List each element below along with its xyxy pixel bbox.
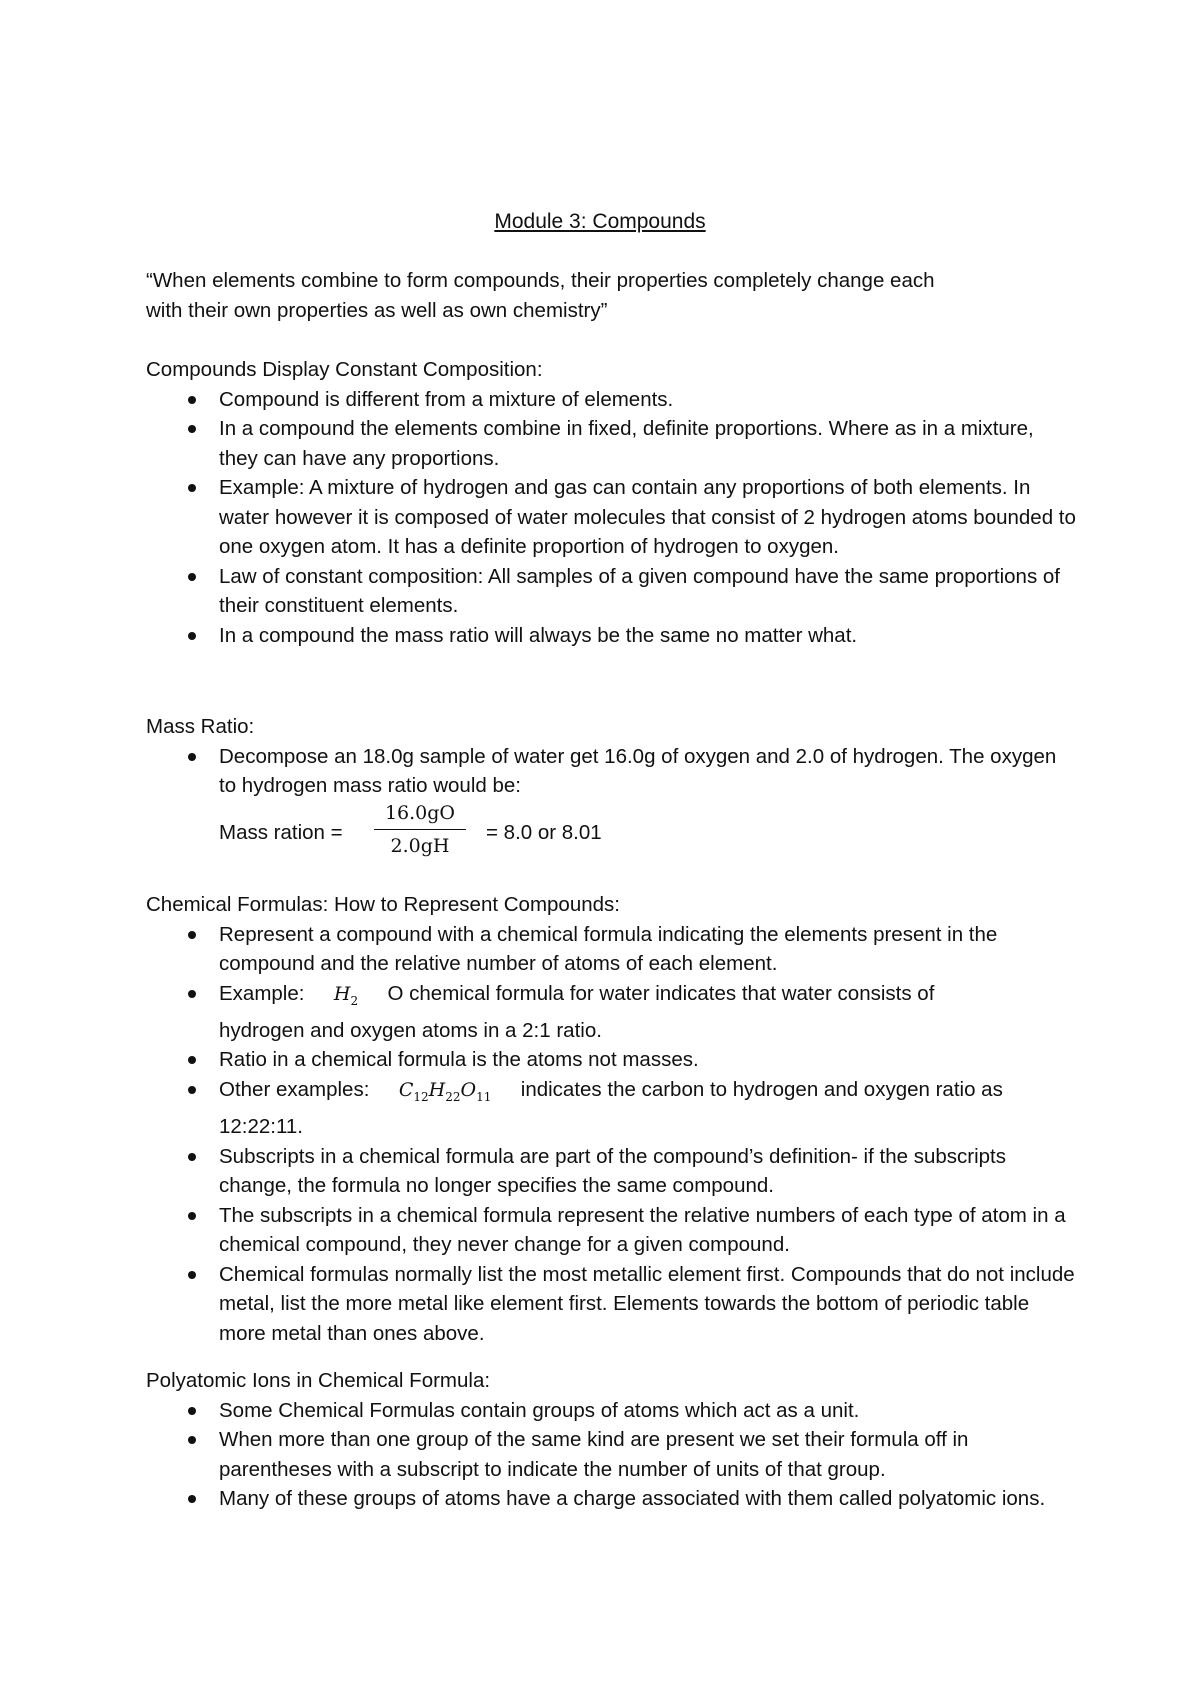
list-item: Subscripts in a chemical formula are part of the compound’s definition- if the subscripts change, the formula no longer specifies the same compound. [146,1142,1076,1201]
equation-result: = 8.0 or 8.01 [486,820,602,844]
example-text: 12:22:11. [219,1115,303,1139]
fraction [374,799,466,860]
list-item: In a compound the elements combine in fixed, definite proportions. Where as in a mixture, they can have any proportions. [146,414,1076,473]
list-item: Example: A mixture of hydrogen and gas can contain any proportions of both elements. In water however it is composed of water molecules that consist of 2 hydrogen atoms bounded to one oxygen atom. It has a definite proportion of hydrogen to oxygen. [146,473,1076,562]
list-item: When more than one group of the same kind are present we set their formula off in parentheses with a subscript to indicate the number of units of that group. [146,1425,1076,1484]
fraction-denominator: 2.0gH [390,834,450,857]
section-mass-ratio [146,712,1076,863]
list-item: Represent a compound with a chemical formula indicating the elements present in the compound and the relative number of atoms of each element. [146,920,1076,979]
section-heading: Chemical Formulas: How to Represent Compounds: [146,893,620,916]
formula-c12h22o11: $C_{12}H_{22}O_{11}$ [398,1078,492,1104]
list-item: In a compound the mass ratio will always be the same no matter what. [146,621,1076,651]
section-heading: Compounds Display Constant Composition: [146,358,543,381]
quote-line: with their own properties as well as own chemistry” [146,298,608,322]
list-item: Chemical formulas normally list the most metallic element first. Compounds that do not include metal, list the more metal like element first. Elements towards the bottom of periodic table more metal than ones above. [146,1260,1076,1349]
example-text: hydrogen and oxygen atoms in a 2:1 ratio. [219,1018,602,1042]
page-title: Module 3: Compounds [494,210,706,233]
bullet-list [146,385,1076,651]
intro-quote [146,266,1076,325]
list-item-sucrose-example [146,1075,1076,1142]
equation-label: Mass ration = [219,820,343,844]
fraction-numerator: 16.0gO [374,799,466,830]
list-item: Ratio in a chemical formula is the atoms not masses. [146,1045,1076,1075]
section-heading: Mass Ratio: [146,715,255,738]
section-heading: Polyatomic Ions in Chemical Formula: [146,1369,491,1392]
bullet-list [146,920,1076,1349]
list-item-water-example [146,979,1076,1046]
example-prefix: Other examples: [219,1077,370,1101]
section-polyatomic-ions [146,1366,1076,1514]
list-item: Many of these groups of atoms have a charge associated with them called polyatomic ions. [146,1484,1076,1514]
bullet-list [146,742,1076,801]
list-item: Law of constant composition: All samples of a given compound have the same proportions of their constituent elements. [146,562,1076,621]
list-item: Decompose an 18.0g sample of water get 16.0g of oxygen and 2.0 of hydrogen. The oxygen to hydrogen mass ratio would be: [146,742,1076,801]
mass-ratio-equation [146,801,1076,863]
list-item: Some Chemical Formulas contain groups of atoms which act as a unit. [146,1396,1076,1426]
example-prefix: Example: [219,981,305,1005]
list-item: Compound is different from a mixture of elements. [146,385,1076,415]
formula-h2: $H_2$ [333,982,359,1008]
list-item: The subscripts in a chemical formula represent the relative numbers of each type of atom in a chemical compound, they never change for a given compound. [146,1201,1076,1260]
section-chemical-formulas [146,890,1076,1348]
bullet-list [146,1396,1076,1514]
example-text: indicates the carbon to hydrogen and oxygen ratio as [520,1077,1003,1101]
quote-line: “When elements combine to form compounds, their properties completely change each [146,269,935,292]
example-text: O chemical formula for water indicates that water consists of [387,981,935,1005]
section-constant-composition [146,355,1076,650]
